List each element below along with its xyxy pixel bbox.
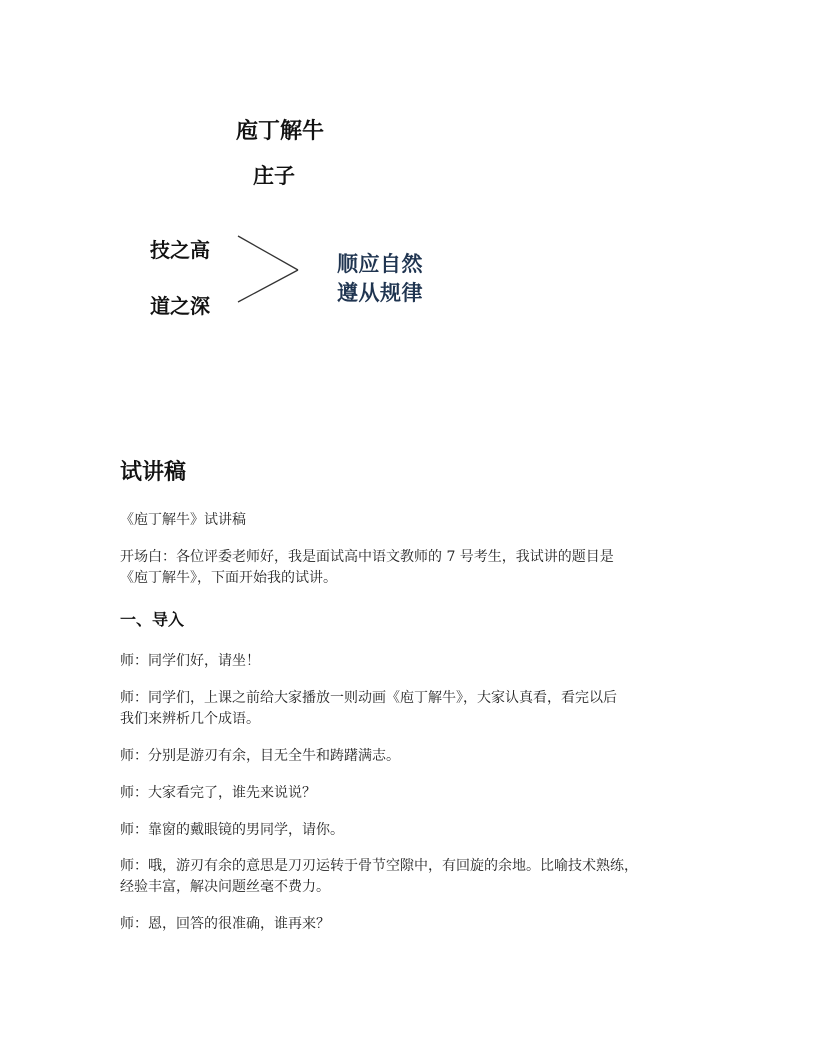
board-left-top: 技之高 bbox=[150, 238, 210, 262]
paragraph: 师：同学们好，请坐！ bbox=[120, 653, 260, 669]
board-author: 庄子 bbox=[253, 164, 295, 188]
paragraph: 经验丰富，解决问题丝毫不费力。 bbox=[120, 879, 330, 895]
paragraph: 师：大家看完了，谁先来说说？ bbox=[120, 785, 316, 801]
paragraph: 师：同学们，上课之前给大家播放一则动画《庖丁解牛》，大家认真看，看完以后 bbox=[120, 690, 617, 706]
paragraph: 师：哦，游刃有余的意思是刀刃运转于骨节空隙中，有回旋的余地。比喻技术熟练， bbox=[120, 858, 638, 874]
paragraph: 师：靠窗的戴眼镜的男同学，请你。 bbox=[120, 822, 344, 838]
board-right-top: 顺应自然 bbox=[337, 252, 423, 276]
paragraph: 我们来辨析几个成语。 bbox=[120, 711, 260, 727]
page-heading: 试讲稿 bbox=[120, 460, 187, 485]
section-heading-intro: 一、导入 bbox=[120, 610, 185, 629]
board-right-bottom: 遵从规律 bbox=[337, 281, 423, 305]
converge-arrow-icon bbox=[236, 232, 306, 306]
board-title: 庖丁解牛 bbox=[236, 119, 325, 144]
doc-subtitle: 《庖丁解牛》试讲稿 bbox=[120, 512, 246, 528]
opening-line-1: 开场白：各位评委老师好，我是面试高中语文教师的 7 号考生，我试讲的题目是 bbox=[120, 549, 614, 565]
board-left-bottom: 道之深 bbox=[150, 294, 210, 318]
opening-line-2: 《庖丁解牛》，下面开始我的试讲。 bbox=[120, 570, 337, 586]
paragraph: 师：恩，回答的很准确，谁再来？ bbox=[120, 916, 330, 932]
paragraph: 师：分别是游刃有余，目无全牛和踌躇满志。 bbox=[120, 748, 400, 764]
